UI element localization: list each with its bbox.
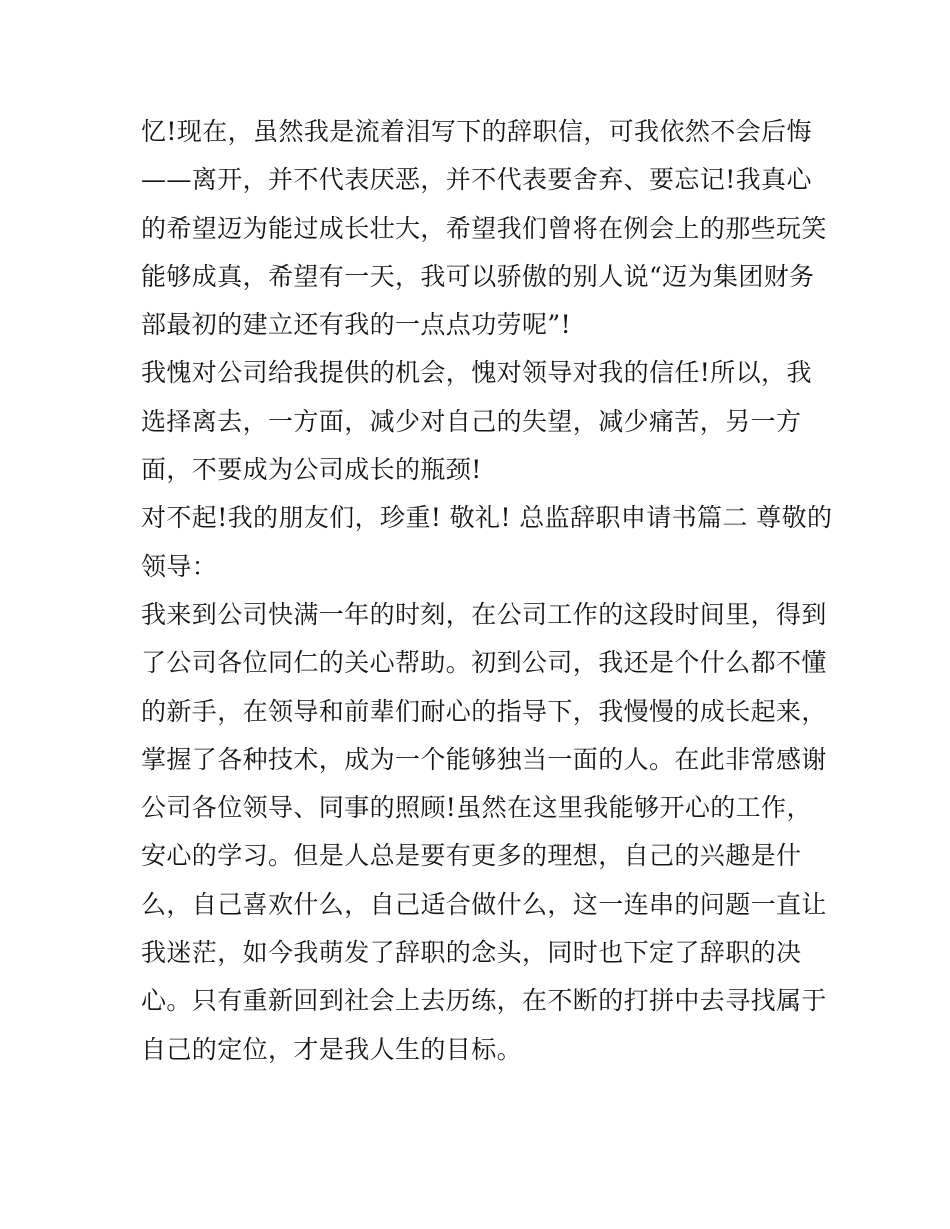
- text-line: 面，不要成为公司成长的瓶颈!: [141, 455, 482, 485]
- text-line: 领导：: [141, 551, 218, 581]
- text-line: 了公司各位同仁的关心帮助。初到公司，我还是个什么都不懂: [141, 648, 827, 678]
- text-line: 公司各位领导、同事的照顾!虽然在这里我能够开心的工作，: [141, 793, 812, 823]
- text-line: 我愧对公司给我提供的机会，愧对领导对我的信任!所以，我: [141, 358, 812, 388]
- text-line: 么，自己喜欢什么，自己适合做什么，这一连串的问题一直让: [141, 889, 827, 919]
- text-line: 选择离去，一方面，减少对自己的失望，减少痛苦，另一方: [141, 406, 802, 436]
- body-text: [141, 108, 833, 1074]
- text-line: 我迷茫，如今我萌发了辞职的念头，同时也下定了辞职的决: [141, 938, 802, 968]
- text-line: 自己的定位，才是我人生的目标。: [141, 1034, 523, 1064]
- text-line: 我来到公司快满一年的时刻，在公司工作的这段时间里，得到: [141, 599, 827, 629]
- text-line: 对不起!我的朋友们，珍重! 敬礼! 总监辞职申请书篇二 尊敬的: [141, 503, 833, 533]
- text-line: 能够成真，希望有一天，我可以骄傲的别人说“迈为集团财务: [141, 261, 815, 291]
- text-line: 掌握了各种技术，成为一个能够独当一面的人。在此非常感谢: [141, 744, 827, 774]
- text-line: 的新手，在领导和前辈们耐心的指导下，我慢慢的成长起来，: [141, 696, 827, 726]
- text-line: 部最初的建立还有我的一点点功劳呢”!: [141, 310, 572, 340]
- text-line: 安心的学习。但是人总是要有更多的理想，自己的兴趣是什: [141, 841, 802, 871]
- text-line: 忆!现在，虽然我是流着泪写下的辞职信，可我依然不会后悔: [141, 117, 812, 146]
- text-line: 的希望迈为能过成长壮大，希望我们曾将在例会上的那些玩笑: [141, 213, 827, 243]
- text-line: 心。只有重新回到社会上去历练，在不断的打拼中去寻找属于: [141, 986, 827, 1016]
- text-line: ——离开，并不代表厌恶，并不代表要舍弃、要忘记!我真心: [141, 165, 812, 195]
